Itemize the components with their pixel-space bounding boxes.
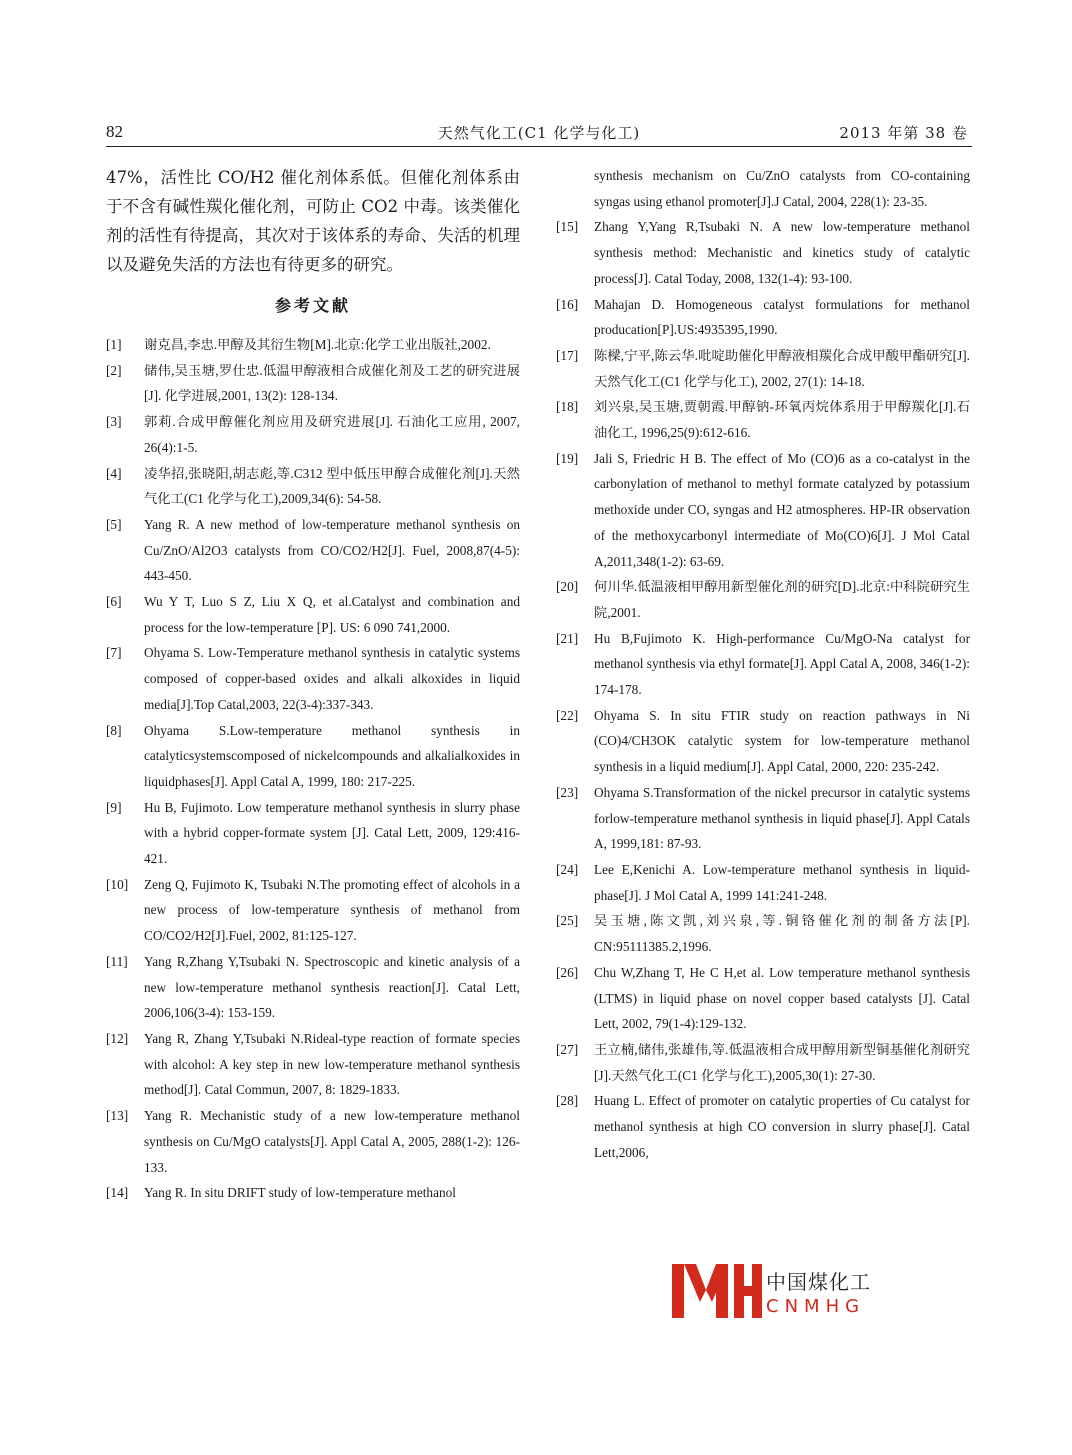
- reference-item: [556, 857, 970, 908]
- reference-item: [106, 358, 520, 409]
- reference-number: [14]: [106, 1185, 129, 1201]
- reference-text: Yang R. In situ DRIFT study of low-temperature methanol: [144, 1185, 456, 1201]
- reference-item: [106, 1103, 520, 1180]
- reference-number: [19]: [556, 450, 579, 466]
- reference-item: [556, 214, 970, 291]
- reference-text: Ohyama S.Low-temperature methanol synthesis in catalyticsystemscomposed of nickelcompounds and alkalialkoxides in liquidphases[J]. Appl Catal A, 1999, 180: 217-225.: [144, 722, 520, 789]
- reference-item: [106, 949, 520, 1026]
- reference-text: Zhang Y,Yang R,Tsubaki N. A new low-temperature methanol synthesis method: Mechanistic and kinetics study of catalytic process[J]. Catal Today, 2008, 132(1-4): 93-100.: [594, 219, 970, 286]
- reference-number: [25]: [556, 913, 579, 929]
- cnmhg-logo-icon: [670, 1262, 762, 1322]
- reference-item: [556, 394, 970, 445]
- reference-number: [3]: [106, 414, 122, 430]
- reference-number: [556, 163, 594, 214]
- reference-text: Mahajan D. Homogeneous catalyst formulations for methanol producation[P].US:4935395,1990.: [594, 296, 970, 338]
- body-paragraph: 47%，活性比 CO/H2 催化剂体系低。但催化剂体系由于不含有碱性羰化催化剂，可防止 CO2 中毒。该类催化剂的活性有待提高，其次对于该体系的寿命、失活的机理以及避免失活的方法也有待更多的研究。: [106, 168, 520, 274]
- reference-number: [5]: [106, 516, 122, 532]
- reference-text: Yang R. Mechanistic study of a new low-temperature methanol synthesis on Cu/MgO catalysts[J]. Appl Catal A, 2005, 288(1-2): 126-133.: [144, 1108, 520, 1175]
- reference-number: [20]: [556, 579, 579, 595]
- reference-item: [106, 718, 520, 795]
- reference-item: [556, 163, 970, 214]
- reference-item: [106, 332, 520, 358]
- reference-item: [556, 343, 970, 394]
- reference-item: [556, 780, 970, 857]
- reference-item: [556, 1037, 970, 1088]
- reference-text: 刘兴泉,吴玉塘,贾朝霞.甲醇钠-环氧丙烷体系用于甲醇羰化[J].石油化工, 1996,25(9):612-616.: [594, 399, 970, 441]
- reference-item: [106, 1180, 520, 1206]
- reference-number: [13]: [106, 1108, 129, 1124]
- reference-item: [556, 292, 970, 343]
- reference-number: [27]: [556, 1041, 579, 1057]
- reference-item: [556, 703, 970, 780]
- reference-text: 何川华.低温液相甲醇用新型催化剂的研究[D].北京:中科院研究生院,2001.: [594, 579, 970, 620]
- reference-item: [106, 409, 520, 460]
- reference-text: Jali S, Friedric H B. The effect of Mo (CO)6 as a co-catalyst in the carbonylation of methanol to methyl formate catalyzed by potassium methoxide under CO, syngas and H2 atmospheres. HP-IR observation of the methoxycarbonyl intermediate of Mo(CO)6[J]. J Mol Catal A,2011,348(1-2): 63-69.: [594, 450, 970, 569]
- reference-text: Ohyama S. Low-Temperature methanol synthesis in catalytic systems composed of copper-based oxides and alkali alkoxides in liquid media[J].Top Catal,2003, 22(3-4):337-343.: [144, 645, 520, 712]
- reference-item: [556, 908, 970, 959]
- reference-item: [556, 574, 970, 625]
- reference-text: Hu B,Fujimoto K. High-performance Cu/MgO-Na catalyst for methanol synthesis via ethyl formate[J]. Appl Catal A, 2008, 346(1-2): 174-178.: [594, 630, 970, 698]
- reference-list-right: [556, 163, 970, 1165]
- reference-number: [28]: [556, 1093, 579, 1109]
- reference-number: [10]: [106, 876, 129, 892]
- references-heading: 参考文献: [274, 296, 351, 315]
- reference-item: [556, 626, 970, 703]
- reference-number: [21]: [556, 630, 579, 646]
- watermark-logo: [670, 1262, 890, 1324]
- reference-text: Yang R. A new method of low-temperature methanol synthesis on Cu/ZnO/Al2O3 catalysts from CO/CO2/H2[J]. Fuel, 2008,87(4-5): 443-450.: [144, 516, 520, 584]
- reference-text: Chu W,Zhang T, He C H,et al. Low temperature methanol synthesis (LTMS) in liquid phase on novel copper based catalysts [J]. Catal Lett, 2002, 79(1-4):129-132.: [594, 964, 970, 1032]
- reference-item: [106, 589, 520, 640]
- reference-text: 陈樑,宁平,陈云华.吡啶助催化甲醇液相羰化合成甲酸甲酯研究[J]. 天然气化工(C1 化学与化工), 2002, 27(1): 14-18.: [594, 347, 970, 389]
- reference-number: [11]: [106, 953, 128, 969]
- reference-item: [556, 1088, 970, 1165]
- reference-number: [1]: [106, 337, 122, 352]
- reference-number: [12]: [106, 1030, 129, 1046]
- reference-text: Yang R,Zhang Y,Tsubaki N. Spectroscopic and kinetic analysis of a new low-temperature methanol synthesis reaction[J]. Catal Lett, 2006,106(3-4): 153-159.: [144, 953, 520, 1021]
- reference-number: [7]: [106, 645, 122, 661]
- reference-text: 郭莉.合成甲醇催化剂应用及研究进展[J]. 石油化工应用, 2007, 26(4):1-5.: [144, 414, 520, 455]
- right-column: [556, 163, 970, 1165]
- reference-text: Huang L. Effect of promoter on catalytic properties of Cu catalyst for methanol synthesis at high CO conversion in slurry phase[J]. Catal Lett,2006,: [594, 1093, 970, 1160]
- reference-text: 储伟,吴玉塘,罗仕忠.低温甲醇液相合成催化剂及工艺的研究进展[J]. 化学进展,2001, 13(2): 128-134.: [144, 362, 520, 404]
- reference-item: [106, 795, 520, 872]
- reference-text: Hu B, Fujimoto. Low temperature methanol synthesis in slurry phase with a hybrid copper-formate system [J]. Catal Lett, 2009, 129:416-421.: [144, 799, 520, 867]
- watermark-cn-text: 中国煤化工: [766, 1266, 871, 1295]
- reference-item: [106, 640, 520, 717]
- reference-text: Wu Y T, Luo S Z, Liu X Q, et al.Catalyst and combination and process for the low-temperature [P]. US: 6 090 741,2000.: [144, 594, 520, 635]
- reference-item: [106, 512, 520, 589]
- reference-text: 凌华招,张晓阳,胡志彪,等.C312 型中低压甲醇合成催化剂[J].天然气化工(C1 化学与化工),2009,34(6): 54-58.: [144, 465, 520, 507]
- reference-item: [106, 1026, 520, 1103]
- reference-text: Ohyama S. In situ FTIR study on reaction pathways in Ni (CO)4/CH3OK catalytic system for low-temperature methanol synthesis in a liquid medium[J]. Appl Catal, 2000, 220: 235-242.: [594, 707, 970, 775]
- reference-text: 谢克昌,李忠.甲醇及其衍生物[M].北京:化学工业出版社,2002.: [144, 337, 491, 352]
- journal-title: 天然气化工(C1 化学与化工): [437, 124, 641, 142]
- reference-list-left: [106, 332, 520, 1206]
- reference-text: synthesis mechanism on Cu/ZnO catalysts from CO-containing syngas using ethanol promoter[J].J Catal, 2004, 228(1): 23-35.: [594, 168, 970, 209]
- reference-number: [17]: [556, 347, 579, 363]
- reference-item: [556, 446, 970, 575]
- reference-number: [24]: [556, 861, 579, 877]
- reference-number: [15]: [556, 219, 579, 235]
- reference-item: [106, 461, 520, 512]
- page-number: 82: [106, 122, 123, 141]
- reference-number: [18]: [556, 399, 579, 415]
- reference-text: 吴玉塘,陈文凯,刘兴泉,等.铜铬催化剂的制备方法[P]. CN:95111385.2,1996.: [594, 913, 970, 955]
- reference-text: Yang R, Zhang Y,Tsubaki N.Rideal-type reaction of formate species with alcohol: A key step in new low-temperature methanol synthesis method[J]. Catal Commun, 2007, 8: 1829-1833.: [144, 1030, 520, 1098]
- reference-text: Zeng Q, Fujimoto K, Tsubaki N.The promoting effect of alcohols in a new process of low-temperature synthesis of methanol from CO/CO2/H2[J].Fuel, 2002, 81:125-127.: [144, 876, 520, 944]
- reference-number: [22]: [556, 707, 579, 723]
- reference-number: [23]: [556, 784, 579, 800]
- page-header: [106, 116, 972, 147]
- reference-number: [8]: [106, 722, 122, 738]
- reference-text: Lee E,Kenichi A. Low-temperature methanol synthesis in liquid-phase[J]. J Mol Catal A, 1999 141:241-248.: [594, 861, 970, 903]
- left-column: [106, 163, 520, 1206]
- reference-number: [4]: [106, 465, 122, 481]
- reference-number: [6]: [106, 594, 122, 610]
- reference-number: [26]: [556, 964, 579, 980]
- reference-item: [106, 872, 520, 949]
- year-volume: 2013 年第 38 卷: [839, 124, 968, 142]
- reference-text: Ohyama S.Transformation of the nickel precursor in catalytic systems forlow-temperature methanol synthesis in liquid phase[J]. Appl Catals A, 1999,181: 87-93.: [594, 784, 970, 852]
- reference-text: 王立楠,储伟,张雄伟,等.低温液相合成甲醇用新型铜基催化剂研究[J].天然气化工(C1 化学与化工),2005,30(1): 27-30.: [594, 1041, 970, 1083]
- reference-item: [556, 960, 970, 1037]
- reference-number: [9]: [106, 799, 122, 815]
- reference-number: [2]: [106, 362, 122, 378]
- reference-number: [16]: [556, 296, 579, 312]
- watermark-en-text: CNMHG: [766, 1296, 866, 1317]
